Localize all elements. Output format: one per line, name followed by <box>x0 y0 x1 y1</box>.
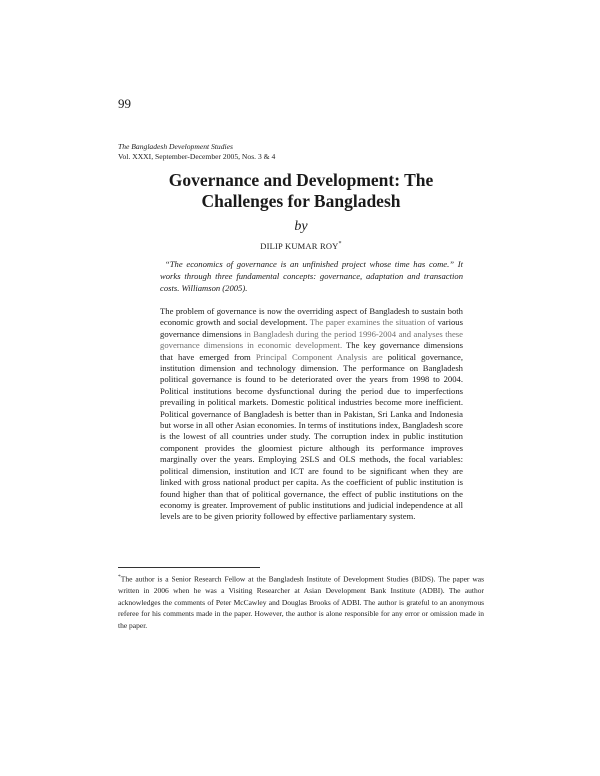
footnote-mark: * <box>118 574 121 580</box>
abstract <box>160 306 463 523</box>
abstract-part-4: in Bangladesh during the period 1996-2004 and analyses these governance dimensions in economic development. <box>160 328 463 351</box>
abstract-part-2: The paper examines the situation of <box>309 317 438 328</box>
journal-volume: Vol. XXXI, September-December 2005, Nos. 3 & 4 <box>118 151 276 161</box>
abstract-part-5: The key governance dimensions that have emerged from <box>160 340 464 362</box>
title-line-1: Governance and Development: The <box>168 170 434 190</box>
article-title <box>118 170 484 212</box>
journal-header <box>118 142 275 161</box>
author-name <box>118 241 484 251</box>
footnote-text: The author is a Senior Research Fellow at the Bangladesh Institute of Development Studies (BIDS). The paper was written in 2006 when he was a Visiting Researcher at Asian Development Bank Institute (ADBI). The author acknowledges the comments of Peter McCawley and Douglas Brooks of ADBI. The author is grateful to an anonymous referee for his comments made in the paper. However, the author is alone responsible for any error or omission made in the paper. <box>118 574 484 630</box>
author-footnote-mark: * <box>338 241 342 248</box>
epigraph-text: “The economics of governance is an unfinished project whose time has come.” It works through three fundamental concepts: governance, adaptation and transaction costs. Williamson (2005). <box>160 259 463 294</box>
author-name-text: DILIP KUMAR ROY <box>260 241 339 251</box>
abstract-part-6: Principal Component Analysis are <box>255 351 383 362</box>
byline-by: by <box>294 219 308 234</box>
abstract-part-3: various governance dimensions <box>160 317 463 339</box>
page-number: 99 <box>118 96 131 111</box>
abstract-part-7: political governance, institution dimension and technology dimension. The performance on Bangladesh political governance is found to be deteriorated over the years from 1998 to 2004. Political institutions become dysfunctional during the period due to imperfections prevailing in political markets. Domestic political industries become more inefficient. Political governance of Bangladesh is better than in Pakistan, Sri Lanka and Indonesia but worse in all other Asian economies. In terms of institutions index, Bangladesh score is the lowest of all countries under study. The corruption index in public institution component provides the gloomiest picture although its performance improves marginally over the years. Employing 2SLS and OLS methods, the focal variables: political dimension, institution and ICT are found to be significant when they are linked with gross national product per capita. As the coefficient of public institution is found higher than that of political governance, the effect of public institutions on the economy is greater. Improvement of public institutions and judicial independence at all levels are to be given priority followed by effective parliamentary system. <box>160 351 464 522</box>
journal-name: The Bangladesh Development Studies <box>118 142 233 151</box>
abstract-part-1: The problem of governance is now the overriding aspect of Bangladesh to sustain both economic growth and social development. <box>160 306 463 328</box>
footnote-divider <box>118 567 260 568</box>
footnote <box>118 572 484 631</box>
epigraph <box>160 258 463 295</box>
title-line-2: Challenges for Bangladesh <box>201 191 401 211</box>
